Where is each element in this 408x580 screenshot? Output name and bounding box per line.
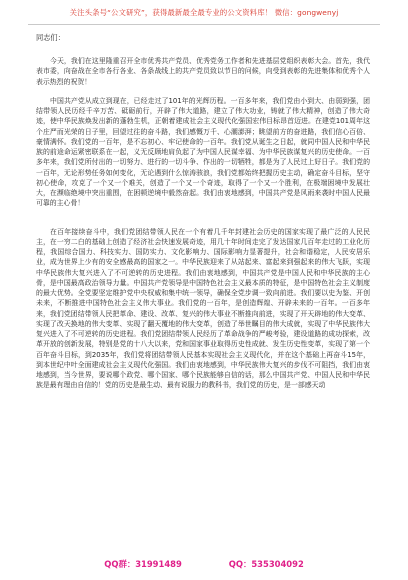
footer-qq: QQ：535304092	[228, 559, 304, 569]
footer-qq-group: QQ群：31991489	[104, 559, 182, 569]
paragraph-1: 今天，我们在这里隆重召开全市优秀共产党员、优秀党务工作者和先进基层党组织表彰大会。首先，我代表市委，向奋战在全市各行各业、各条战线上的共产党员致以节日的问候，向受到表彰的先进集体和优秀个人表示热烈的祝贺！	[36, 57, 370, 86]
salutation: 同志们：	[36, 33, 65, 42]
paragraph-3: 在百年接续奋斗中，我们党团结带领人民在一个有着几千年封建社会历史的国家实现了最广泛的人民民主，在一穷二白的基础上创造了经济社会快速发展奇迹，用几十年时间走完了发达国家几百年走过的工业化历程，我国综合国力、科技实力、国防实力、文化影响力、国际影响力显著提升，社会和谐稳定，人民安居乐业，成为世界上少有的安全感最高的国家之一。中华民族迎来了从站起来、富起来到强起来的伟大飞跃，实现中华民族伟大复兴进入了不可逆转的历史进程。我们由衷地感到，中国共产党是中国人民和中华民族的主心骨，是中国最高政治领导力量。中国共产党领导是中国特色社会主义最本质的特征，是中国特色社会主义制度的最大优势。全党要坚定维护党中央权威和集中统一领导，确保全党步调一致向前进。我们要以史为鉴、开创未来，不断推进中国特色社会主义伟大事业。我们党的一百年，是创造辉煌、开辟未来的一百年。一百多年来，我们党团结带领人民把革命、建设、改革、复兴的伟大事业不断推向前进，实现了开天辟地的伟大变革、实现了改天换地的伟大变革、实现了翻天覆地的伟大变革，创造了举世瞩目的伟大成就，实现了中华民族伟大复兴进入了不可逆转的历史进程。我们党团结带领人民经历了革命战争的严峻考验，建设道路的成功探索，改革开放的创新发展，特别是党的十八大以来，党和国家事业取得历史性成就、发生历史性变革，实现了第一个百年奋斗目标，到2035年，我们党将团结带领人民基本实现社会主义现代化，并在这个基础上再奋斗15年，到本世纪中叶全面建成社会主义现代化强国。我们由衷地感到，中华民族伟大复兴的步伐不可阻挡，我们由衷地感到，当今世界，要说哪个政党、哪个国家、哪个民族能够自信的话，那么中国共产党、中国人民和中华民族是最有理由自信的！党的历史是最生动、最有说服力的教科书，我们党的历史，是一部感天动	[36, 227, 370, 390]
header-banner: 关注头条号“公文研究”，获得最新最全最专业的公文资料库！ 微信：gongwenyj	[69, 8, 339, 17]
paragraph-2: 中国共产党从成立到现在，已经走过了101年的光辉历程。一百多年来，我们党由小到大、由弱到强，团结带领人民历经千辛万苦、砥砺前行，开辟了伟大道路，建立了伟大功业，铸就了伟大精神，创造了伟大奇迹，使中华民族焕发出新的蓬勃生机，正朝着建成社会主义现代化强国宏伟目标昂首迈进。在建党101周年这个庄严而光荣的日子里，回望过往的奋斗路，我们感慨万千、心潮澎湃；眺望前方的奋进路，我们信心百倍、豪情满怀。我们党的一百年，是不忘初心、牢记使命的一百年。我们党从诞生之日起，就同中国人民和中华民族的前途命运紧密联系在一起，义无反顾地肩负起了为中国人民谋幸福、为中华民族谋复兴的历史使命。一百多年来，我们党所付出的一切努力、进行的一切斗争、作出的一切牺牲，都是为了人民过上好日子。我们党的一百年，无论形势任务如何变化，无论遇到什么惊涛骇浪，我们党都始终把握历史主动，确定奋斗目标，坚守初心使命，攻克了一个又一个难关，创造了一个又一个奇迹，取得了一个又一个胜利，在极端困境中发展壮大，在濒临绝境中突出重围，在困顿逆境中毅然奋起。我们由衷地感到，中国共产党是风雨来袭时中国人民最可靠的主心骨！	[36, 96, 370, 208]
footer-contact	[0, 558, 408, 570]
document-body	[36, 32, 370, 391]
